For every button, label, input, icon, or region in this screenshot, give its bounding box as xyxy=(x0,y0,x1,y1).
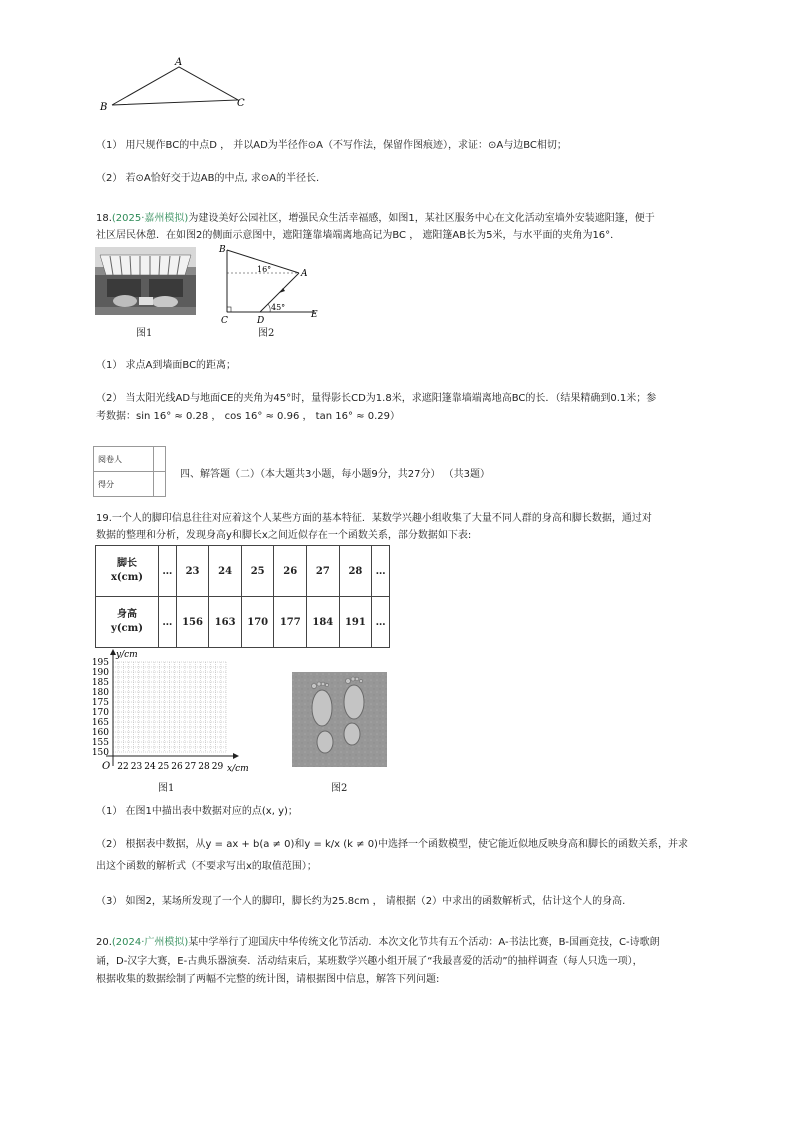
q20-line2: 诵，D-汉字大赛，E-古典乐器演奏．活动结束后，某班数学兴趣小组开展了“我最喜爱的活动”的抽样调查（每人只选一项）， xyxy=(96,956,643,967)
table-cell: 170 xyxy=(241,597,274,648)
side-label-b: B xyxy=(219,245,226,255)
x-tick-label: 26 xyxy=(171,762,183,772)
y-tick-label: 195 xyxy=(91,658,109,668)
x-tick-label: 27 xyxy=(184,762,197,772)
table-cell: 177 xyxy=(274,597,307,648)
score-box-score-cell[interactable] xyxy=(154,472,166,497)
q20-line3: 根据收集的数据绘制了两幅不完整的统计图，请根据图中信息，解答下列问题: xyxy=(96,974,440,985)
q18-part1: （1） 求点A到墙面BC的距离； xyxy=(96,360,237,371)
x-axis-label: x/cm xyxy=(227,764,249,773)
y-tick-label: 175 xyxy=(91,698,109,708)
side-label-e: E xyxy=(311,310,318,320)
x-tick-label: 24 xyxy=(144,762,156,772)
y-tick-label: 190 xyxy=(91,668,109,678)
q19-fig1-caption: 图1 xyxy=(158,783,175,794)
q18-text-line1: 为建设美好公园社区，增强民众生活幸福感，如图1，某社区服务中心在文化活动室墙外安装遮阳篷，便于 xyxy=(188,213,655,224)
y-tick-label: 180 xyxy=(91,688,109,698)
q19-part1: （1） 在图1中描出表中数据对应的点(x, y)； xyxy=(96,806,298,817)
table-cell: 23 xyxy=(176,546,209,597)
angle-16-label: 16° xyxy=(257,265,272,274)
table-header-height: 身高 y(cm) xyxy=(96,597,159,648)
table-cell: 27 xyxy=(307,546,340,597)
table-row-foot-length xyxy=(96,546,390,597)
side-label-a: A xyxy=(301,269,308,279)
table-cell: 26 xyxy=(274,546,307,597)
side-label-d: D xyxy=(257,316,265,326)
x-tick-label: 29 xyxy=(211,762,224,772)
q19-fig2-caption: 图2 xyxy=(331,783,348,794)
triangle-label-c: C xyxy=(237,98,245,109)
x-tick-labels xyxy=(117,762,223,772)
x-axis-arrow xyxy=(233,753,239,759)
q19-part2-line1: （2） 根据表中数据，从y = ax + b(a ≠ 0)和y = k/x (k ≠ 0)中选择一个函数模型，使它能近似地反映身高和脚长的函数关系，并求 xyxy=(96,839,688,850)
table-cell: 184 xyxy=(307,597,340,648)
table-cell: 25 xyxy=(241,546,274,597)
q18-part2-line1: （2） 当太阳光线AD与地面CE的夹角为45°时，量得影长CD为1.8米，求遮阳篷靠墙端离地高BC的长．（结果精确到0.1米；参 xyxy=(96,393,657,404)
q20-number: 20. xyxy=(96,937,112,948)
x-tick-label: 23 xyxy=(130,762,143,772)
q18-line1 xyxy=(96,212,655,226)
q18-fig1-caption: 图1 xyxy=(136,328,153,339)
coordinate-grid[interactable] xyxy=(88,648,258,773)
score-box xyxy=(93,446,166,497)
score-box-reviewer-cell[interactable] xyxy=(154,447,166,472)
x-tick-label: 25 xyxy=(157,762,170,772)
score-box-reviewer-label: 阅卷人 xyxy=(94,447,154,472)
q18-text-line2: 社区居民休憩．在如图2的侧面示意图中，遮阳篷靠墙端离地高记为BC ， 遮阳篷AB长为5米，与水平面的夹角为16°． xyxy=(96,230,621,241)
q19-intro-line1: 19.一个人的脚印信息往往对应着这个人某些方面的基本特征．某数学兴趣小组收集了大量不同人群的身高和脚长数据，通过对 xyxy=(96,513,652,524)
q19-part3: （3） 如图2，某场所发现了一个人的脚印，脚长约为25.8cm ， 请根据（2）中求出的函数解析式，估计这个人的身高. xyxy=(96,896,626,907)
table-cell: … xyxy=(372,597,390,648)
footprint-photo xyxy=(292,672,387,767)
q19-intro-line2: 数据的整理和分析，发现身高y和脚长x之间近似存在一个函数关系，部分数据如下表: xyxy=(96,530,472,541)
triangle-label-a: A xyxy=(175,57,183,68)
angle-45-label: 45° xyxy=(271,303,286,312)
q18-fig2-caption: 图2 xyxy=(258,328,275,339)
table-cell: 28 xyxy=(339,546,372,597)
awning-side-diagram xyxy=(215,242,325,327)
table-row-height xyxy=(96,597,390,648)
table-cell: 191 xyxy=(339,597,372,648)
q17-part2: （2） 若⊙A恰好交于边AB的中点, 求⊙A的半径长. xyxy=(96,173,320,184)
table-cell: 24 xyxy=(209,546,242,597)
q20-text-line1: 某中学举行了迎国庆中华传统文化节活动．本次文化节共有五个活动：A-书法比赛，B-国画竞技，C-诗歌朗 xyxy=(188,937,660,948)
y-axis-label: y/cm xyxy=(116,650,138,660)
q18-number: 18. xyxy=(96,213,112,224)
section-title: 四、解答题（二）（本大题共3小题，每小题9分，共27分） （共3题） xyxy=(180,469,490,480)
y-tick-label: 150 xyxy=(91,748,109,758)
table-cell: … xyxy=(159,597,177,648)
foot-height-table xyxy=(95,545,390,648)
side-label-c: C xyxy=(221,316,228,326)
q20-line1 xyxy=(96,936,660,950)
q18-part2-line2: 考数据：sin 16° ≈ 0.28 ， cos 16° ≈ 0.96 ， tan 16° ≈ 0.29） xyxy=(96,411,400,422)
y-tick-labels xyxy=(92,658,109,758)
y-tick-label: 160 xyxy=(91,728,109,738)
q19-part2-line2: 出这个函数的解析式（不要求写出x的取值范围）； xyxy=(96,861,317,872)
triangle-label-b: B xyxy=(100,102,108,113)
q18-source[interactable]: (2025·嘉州模拟) xyxy=(111,213,189,224)
y-tick-label: 170 xyxy=(91,708,109,718)
awning-photo xyxy=(95,247,196,315)
y-tick-label: 185 xyxy=(91,678,109,688)
y-tick-label: 165 xyxy=(91,718,109,728)
q17-part1: （1） 用尺规作BC的中点D ， 并以AD为半径作⊙A（不写作法，保留作图痕迹），求证：⊙A与边BC相切； xyxy=(96,140,567,151)
table-cell: … xyxy=(372,546,390,597)
y-tick-label: 155 xyxy=(91,738,109,748)
table-header-foot: 脚长 x(cm) xyxy=(96,546,159,597)
origin-label: O xyxy=(102,761,111,772)
table-cell: 156 xyxy=(176,597,209,648)
q20-source[interactable]: (2024·广州模拟) xyxy=(111,937,189,948)
table-cell: … xyxy=(159,546,177,597)
score-box-score-label: 得分 xyxy=(94,472,154,497)
table-cell: 163 xyxy=(209,597,242,648)
grid-lines xyxy=(113,662,226,752)
x-tick-label: 28 xyxy=(198,762,210,772)
triangle-abc-figure xyxy=(96,55,256,115)
x-tick-label: 22 xyxy=(117,762,129,772)
